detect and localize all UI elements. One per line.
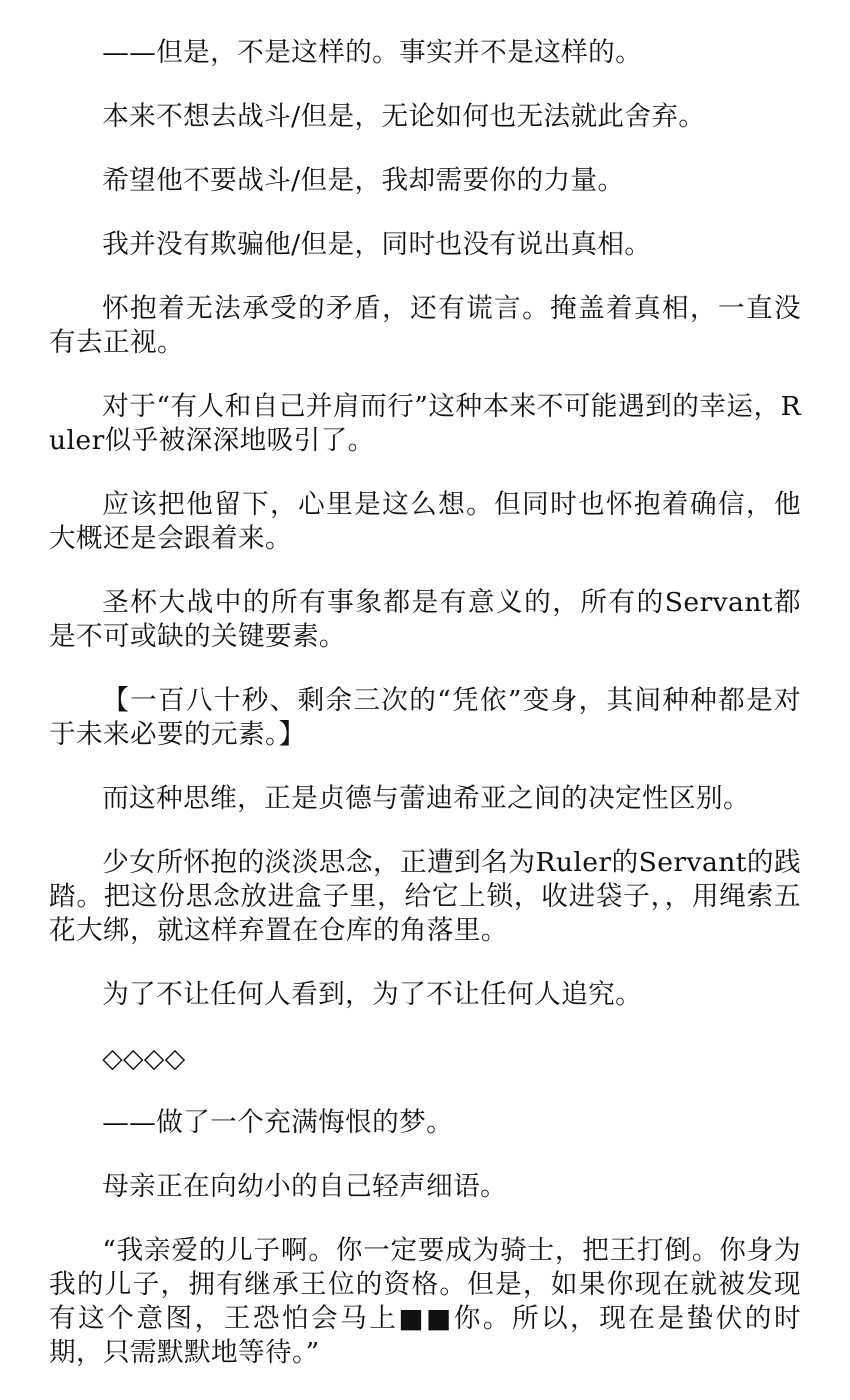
paragraph-16: “我亲爱的儿子啊。你一定要成为骑士，把王打倒。你身为我的儿子，拥有继承王位的资格。但是，如果你现在就被发现有这个意图，王恐怕会马上■■你。所以，现在是蛰伏的时期，只需默默地等待。” xyxy=(49,1235,801,1368)
paragraph-11: 少女所怀抱的淡淡思念，正遭到名为Ruler的Servant的践踏。把这份思念放进盒子里，给它上锁，收进袋子，，用绳索五花大绑，就这样弃置在仓库的角落里。 xyxy=(49,847,801,946)
scene-break: ◇◇◇◇ xyxy=(102,1043,186,1074)
document-page xyxy=(49,36,801,1400)
paragraph-4: 我并没有欺骗他/但是，同时也没有说出真相。 xyxy=(102,229,652,260)
paragraph-14: ——做了一个充满悔恨的梦。 xyxy=(102,1107,454,1138)
paragraph-3: 希望他不要战斗/但是，我却需要你的力量。 xyxy=(102,165,625,196)
paragraph-6: 对于“有人和自己并肩而行”这种本来不可能遇到的幸运，Ruler似乎被深深地吸引了。 xyxy=(49,391,801,456)
paragraph-12: 为了不让任何人看到，为了不让任何人追究。 xyxy=(102,979,643,1010)
paragraph-9: 【一百八十秒、剩余三次的“凭依”变身，其间种种都是对于未来必要的元素。】 xyxy=(49,685,801,750)
paragraph-8: 圣杯大战中的所有事象都是有意义的，所有的Servant都是不可或缺的关键要素。 xyxy=(49,587,801,652)
paragraph-10: 而这种思维，正是贞德与蕾迪希亚之间的决定性区别。 xyxy=(102,783,751,814)
paragraph-2: 本来不想去战斗/但是，无论如何也无法就此舍弃。 xyxy=(102,101,706,132)
paragraph-5: 怀抱着无法承受的矛盾，还有谎言。掩盖着真相，一直没有去正视。 xyxy=(49,293,801,358)
paragraph-1: ——但是，不是这样的。事实并不是这样的。 xyxy=(102,37,643,68)
paragraph-15: 母亲正在向幼小的自己轻声细语。 xyxy=(102,1171,508,1202)
paragraph-7: 应该把他留下，心里是这么想。但同时也怀抱着确信，他大概还是会跟着来。 xyxy=(49,489,801,554)
